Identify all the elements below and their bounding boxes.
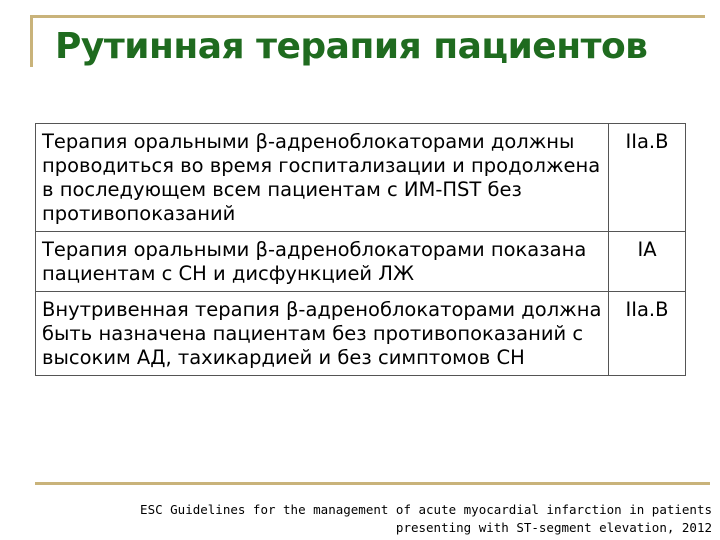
table-row xyxy=(36,232,686,292)
recommendations-table xyxy=(35,123,686,376)
title-rule-horizontal xyxy=(30,15,705,18)
citation-line-2: presenting with ST-segment elevation, 2012 xyxy=(395,520,712,535)
recommendation-text: Терапия оральными β-адреноблокаторами показана пациентам с СН и дисфункцией ЛЖ xyxy=(36,232,609,292)
table-row xyxy=(36,292,686,376)
table-row xyxy=(36,124,686,232)
recommendation-text: Терапия оральными β-адреноблокаторами должны проводиться во время госпитализации и продолжена в последующем всем пациентам с ИМ-ПST без противопоказаний xyxy=(36,124,609,232)
slide-title: Рутинная терапия пациентов xyxy=(55,26,648,67)
recommendation-class: IIa.B xyxy=(609,124,686,232)
recommendation-class: IIa.B xyxy=(609,292,686,376)
recommendation-class: IA xyxy=(609,232,686,292)
citation-line-1: ESC Guidelines for the management of acute myocardial infarction in patients xyxy=(140,502,712,517)
title-rule-vertical xyxy=(30,15,33,67)
recommendation-text: Внутривенная терапия β-адреноблокаторами должна быть назначена пациентам без противопоказаний с высоким АД, тахикардией и без симптомов СН xyxy=(36,292,609,376)
footer-rule xyxy=(35,482,710,485)
source-citation xyxy=(140,501,712,537)
